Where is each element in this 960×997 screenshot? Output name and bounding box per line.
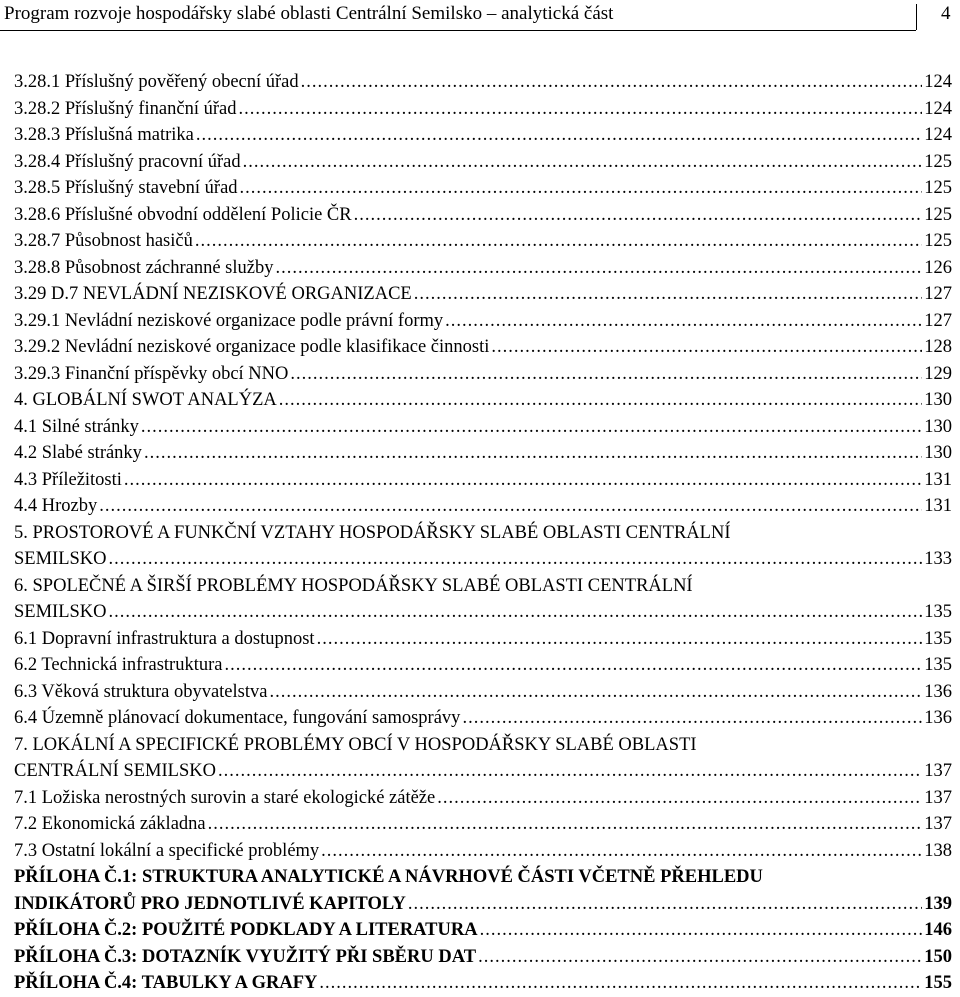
toc-entry[interactable] (14, 811, 952, 838)
toc-entry[interactable] (14, 281, 952, 308)
toc-entry-title: 4.3 Příležitosti (14, 469, 122, 490)
toc-entry[interactable] (14, 96, 952, 123)
dot-leader (208, 811, 923, 838)
toc-entry[interactable] (14, 573, 952, 626)
dot-leader (224, 652, 922, 679)
toc-page-number: 129 (924, 363, 952, 384)
toc-entry[interactable] (14, 414, 952, 441)
toc-entry[interactable] (14, 520, 952, 573)
toc-entry-title: 4.1 Silné stránky (14, 416, 139, 437)
toc-page-number: 138 (924, 840, 952, 861)
header-rule (0, 30, 916, 31)
toc-page-number: 130 (924, 390, 952, 410)
toc-entry[interactable] (14, 202, 952, 229)
toc-page-number: 126 (924, 257, 952, 278)
dot-leader (491, 334, 922, 361)
toc-entry-title: 3.29.1 Nevládní neziskové organizace podle právní formy (14, 310, 444, 331)
toc-entry-title: 3.28.7 Působnost hasičů (14, 231, 193, 251)
dot-leader (141, 414, 922, 441)
toc-entry-title: 4.2 Slabé stránky (14, 443, 142, 463)
dot-leader (109, 599, 923, 626)
toc-page-number: 135 (924, 655, 952, 675)
toc-page-number: 135 (924, 602, 952, 622)
toc-entry-title: 3.29.2 Nevládní neziskové organizace podle klasifikace činnosti (14, 337, 490, 357)
toc-page-number: 124 (924, 125, 952, 145)
toc-entry[interactable] (14, 440, 952, 467)
table-of-contents (14, 70, 952, 997)
toc-entry-title: 3.28.4 Příslušný pracovní úřad (14, 151, 241, 172)
dot-leader (109, 546, 923, 573)
toc-page-number: 130 (924, 416, 952, 437)
toc-entry-title: 3.29 D.7 NEVLÁDNÍ NEZISKOVÉ ORGANIZACE (14, 284, 412, 304)
toc-page-number: 136 (924, 681, 952, 702)
toc-entry[interactable] (14, 387, 952, 414)
toc-entry-title: 3.28.8 Působnost záchranné služby (14, 257, 274, 278)
dot-leader (124, 467, 922, 494)
toc-entry-title: 3.28.6 Příslušné obvodní oddělení Policie ČR (14, 204, 352, 225)
dot-leader (354, 202, 923, 229)
dot-leader (195, 228, 922, 255)
toc-entry[interactable] (14, 308, 952, 335)
toc-entry[interactable] (14, 970, 952, 997)
toc-entry[interactable] (14, 652, 952, 679)
toc-entry[interactable] (14, 785, 952, 812)
toc-page-number: 125 (924, 231, 952, 251)
toc-entry-title: 3.28.2 Příslušný finanční úřad (14, 98, 237, 119)
toc-page-number: 131 (924, 496, 952, 516)
page-number: 4 (941, 3, 951, 24)
toc-entry[interactable] (14, 493, 952, 520)
toc-entry-title: PŘÍLOHA Č.4: TABULKY A GRAFY (14, 973, 318, 993)
toc-entry[interactable] (14, 838, 952, 865)
dot-leader (321, 838, 922, 865)
toc-entry-title: 5. PROSTOROVÉ A FUNKČNÍ VZTAHY HOSPODÁŘSKY SLABÉ OBLASTI CENTRÁLNÍ (14, 522, 731, 543)
dot-leader (462, 705, 922, 732)
toc-page-number: 137 (924, 814, 952, 834)
dot-leader (239, 96, 923, 123)
toc-entry[interactable] (14, 917, 952, 944)
dot-leader (269, 679, 922, 706)
toc-page-number: 127 (924, 284, 952, 304)
dot-leader (408, 891, 922, 918)
toc-page-number: 137 (924, 787, 952, 808)
toc-entry[interactable] (14, 122, 952, 149)
toc-entry-title: PŘÍLOHA Č.2: POUŽITÉ PODKLADY A LITERATURA (14, 920, 478, 940)
toc-entry[interactable] (14, 864, 952, 917)
toc-entry-title: 7. LOKÁLNÍ A SPECIFICKÉ PROBLÉMY OBCÍ V HOSPODÁŘSKY SLABÉ OBLASTI (14, 734, 697, 755)
dot-leader (290, 361, 922, 388)
dot-leader (445, 308, 922, 335)
dot-leader (414, 281, 923, 308)
toc-entry-title: PŘÍLOHA Č.3: DOTAZNÍK VYUŽITÝ PŘI SBĚRU DAT (14, 946, 477, 967)
toc-entry-title: 3.28.3 Příslušná matrika (14, 125, 194, 145)
toc-page-number: 130 (924, 443, 952, 463)
toc-entry[interactable] (14, 361, 952, 388)
toc-page-number: 155 (924, 973, 952, 993)
toc-entry-title: 4.4 Hrozby (14, 496, 98, 516)
toc-entry[interactable] (14, 467, 952, 494)
toc-entry[interactable] (14, 705, 952, 732)
toc-entry-title: 4. GLOBÁLNÍ SWOT ANALÝZA (14, 390, 277, 410)
dot-leader (218, 758, 922, 785)
toc-entry-title: SEMILSKO (14, 602, 107, 622)
dot-leader (144, 440, 922, 467)
toc-entry[interactable] (14, 334, 952, 361)
toc-page-number: 125 (924, 204, 952, 225)
toc-entry[interactable] (14, 255, 952, 282)
toc-entry[interactable] (14, 149, 952, 176)
toc-entry-title: 6.4 Územně plánovací dokumentace, fungování samosprávy (14, 708, 461, 728)
dot-leader (478, 944, 922, 971)
toc-entry-title: 6.1 Dopravní infrastruktura a dostupnost (14, 628, 315, 649)
toc-page-number: 125 (924, 178, 952, 198)
toc-entry-title: 3.28.1 Příslušný pověřený obecní úřad (14, 72, 299, 92)
dot-leader (301, 70, 923, 96)
toc-page-number: 131 (924, 469, 952, 490)
toc-entry-title: 3.28.5 Příslušný stavební úřad (14, 178, 238, 198)
toc-entry[interactable] (14, 228, 952, 255)
toc-page-number: 133 (924, 549, 952, 569)
toc-entry-title: 6.3 Věková struktura obyvatelstva (14, 681, 268, 702)
toc-page-number: 139 (924, 893, 952, 914)
dot-leader (275, 255, 922, 282)
toc-entry-title: CENTRÁLNÍ SEMILSKO (14, 761, 216, 781)
toc-entry[interactable] (14, 70, 952, 96)
toc-entry-title: SEMILSKO (14, 549, 107, 569)
document-title: Program rozvoje hospodářsky slabé oblasti Centrální Semilsko – analytická část (4, 3, 614, 24)
dot-leader (480, 917, 923, 944)
dot-leader (279, 387, 923, 414)
toc-entry-title: 7.3 Ostatní lokální a specifické problémy (14, 840, 320, 861)
dot-leader (240, 175, 923, 202)
toc-page-number: 124 (924, 72, 952, 92)
dot-leader (317, 626, 923, 653)
toc-entry[interactable] (14, 679, 952, 706)
toc-page-number: 150 (924, 946, 952, 967)
toc-entry-title: 3.29.3 Finanční příspěvky obcí NNO (14, 363, 289, 384)
toc-entry-title: 7.2 Ekonomická základna (14, 814, 206, 834)
toc-page-number: 127 (924, 310, 952, 331)
toc-entry[interactable] (14, 626, 952, 653)
toc-entry-title: 6.2 Technická infrastruktura (14, 655, 223, 675)
toc-entry-title: 6. SPOLEČNÉ A ŠIRŠÍ PROBLÉMY HOSPODÁŘSKY SLABÉ OBLASTI CENTRÁLNÍ (14, 575, 693, 596)
toc-page-number: 146 (924, 920, 952, 940)
running-header (0, 0, 960, 40)
toc-entry-title: 7.1 Ložiska nerostných surovin a staré ekologické zátěže (14, 787, 436, 808)
toc-page-number: 137 (924, 761, 952, 781)
toc-page-number: 136 (924, 708, 952, 728)
header-divider (916, 4, 917, 30)
dot-leader (243, 149, 923, 176)
toc-page-number: 124 (924, 98, 952, 119)
toc-entry[interactable] (14, 944, 952, 971)
dot-leader (99, 493, 922, 520)
toc-page-number: 128 (924, 337, 952, 357)
toc-page-number: 135 (924, 628, 952, 649)
dot-leader (437, 785, 922, 812)
toc-entry-title: INDIKÁTORŮ PRO JEDNOTLIVÉ KAPITOLY (14, 893, 406, 914)
toc-entry[interactable] (14, 175, 952, 202)
dot-leader (196, 122, 922, 149)
toc-entry-title: PŘÍLOHA Č.1: STRUKTURA ANALYTICKÉ A NÁVRHOVÉ ČÁSTI VČETNĚ PŘEHLEDU (14, 867, 763, 887)
toc-page-number: 125 (924, 151, 952, 172)
toc-entry[interactable] (14, 732, 952, 785)
dot-leader (319, 970, 922, 997)
